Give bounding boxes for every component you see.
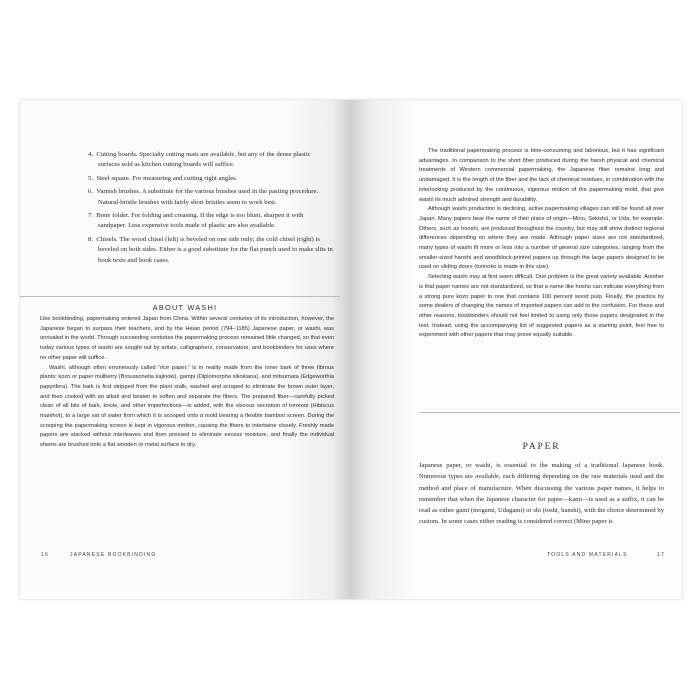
list-item: 4. Cutting boards. Specialty cutting mats are available, but any of the dense plastic surfaces sold as kitchen cutting boards will suffice. <box>88 151 311 169</box>
section-divider <box>20 296 340 297</box>
left-page <box>20 100 351 599</box>
paragraph: Selecting washi may at first seem difficult. One problem is the great variety available. Another is that paper names are not standardized, so that a name like hosho can indicate everything from a strong pure kozo paper to one that contains 100 percent wood pulp. Finally, the practice by some dealers of changing the names of imported papers can add to the confusion. For these and other reasons, bookbinders should not feel limited to using only those papers designated in the text. Instead, using the accompanying list of suggested papers as a starting point, feel free to experiment with other papers that may prove equally suitable. <box>419 274 664 339</box>
paragraph: Washi, although often erroneously called “rice paper,” is in reality made from the inner bark of three fibrous plants: kozo or paper mulberry (Broussonetia kajinoki), gampi (Diplomorpha sikokiana), and mitsumata (Edgeworthia papyrifera). The bark is first stripped from the plant stalk, washed and scraped to eliminate the brown outer layer, and then cooked with an alkali and beaten to soften and separate the fibers. The prepared fiber—carefully picked clean of all bits of bark, knots, and other imperfections—is added, with the viscous secretion of tororooi (Hibiscus manihot), to a large vat of water from which it is scooped onto a mold bearing a flexible bamboo screen. During the scooping the papermaking screen is kept in vigorous motion, causing the fibers to intertwine closely. Freshly made papers are stacked without interleaves and then pressed to eliminate excess moisture, and finally the individual sheets are brushed onto a flat wooden or metal surface to dry. <box>40 364 334 449</box>
list-item: 7. Bone folder. For folding and creasing. If the edge is too blunt, sharpen it with sandpaper. Less expensive tools made of plastic are also available. <box>88 212 304 230</box>
running-head: JAPANESE BOOKBINDING <box>70 552 157 558</box>
section-heading-about-washi: ABOUT WASHI <box>152 303 218 312</box>
page-number: 16 <box>41 552 49 558</box>
list-item: 5. Steel square. For measuring and cutting right angles. <box>88 174 238 182</box>
washi-continued-text <box>419 147 664 341</box>
book-spread <box>20 100 682 599</box>
paragraph: Japanese paper, or washi, is essential to the making of a traditional Japanese book. Numerous types are available, each differing depending on the raw materials used and the method and place of manufacture. When discussing the various paper names, it helps to remember that when the Japanese character for paper—kami—is used as a suffix, it can be read as either gami (mogami, Udagami) or shi (toshi, hanshi), with the choice determined by custom. In some cases either reading is considered correct (Mino paper is <box>419 462 664 526</box>
tools-list <box>88 150 333 269</box>
list-item: 6. Varnish brushes. A substitute for the various brushes used in the pasting procedure. Natural-bristle brushes with fairly short bristles seem to work best. <box>88 188 319 206</box>
page-number: 17 <box>657 552 665 558</box>
paragraph: The traditional papermaking process is time-consuming and laborious, but it has significant advantages. In comparison to the short fiber produced during the harsh physical and chemical treatments of Western commercial papermaking, the Japanese fiber remains long and undamaged. It is the length of the fiber and the lack of chemical residues, in combination with the interlocking produced by the continuous, vigorous motion of the papermaking mold, that give washi its much admired strength and durability. <box>419 148 664 203</box>
paragraph: Although washi production is declining, active papermaking villages can still be found all over Japan. Many papers bear the name of their place of origin—Mino, Sekishū, or Uda, for example. Others, such as honshi, are produced throughout the country, but may still show distinct regional differences depending on where they are made. Although paper sizes are not standardized, many types of washi fit more or less into a number of general size categories, ranging from the smaller-sized hanshi and woodblock-printed papers up through the large papers designed to be used on sliding doors (torinoko is made in this size). <box>419 206 664 271</box>
list-item: 8. Chisels. The wood chisel (left) is beveled on one side only; the cold chisel (right) is beveled on both sides. Either is a good substitute for the flat punch used to make slits in book texts and book cases. <box>88 235 333 264</box>
running-head: TOOLS AND MATERIALS <box>547 552 628 558</box>
section-divider <box>419 412 680 413</box>
right-page <box>351 100 682 599</box>
paragraph: Like bookbinding, papermaking entered Japan from China. Within several centuries of its introduction, however, the Japanese began to surpass their teachers, and by the Heian period (794–1185) Japanese paper, or washi, was unrivaled in the world. Through succeeding centuries the papermaking process remained little changed, so that even today various types of washi are sought out by artists, calligraphers, conservators, and bookbinders for uses where no other paper will suffice. <box>40 316 334 361</box>
about-washi-text <box>40 315 334 451</box>
paper-text <box>419 460 664 528</box>
section-heading-paper: PAPER <box>522 442 561 452</box>
